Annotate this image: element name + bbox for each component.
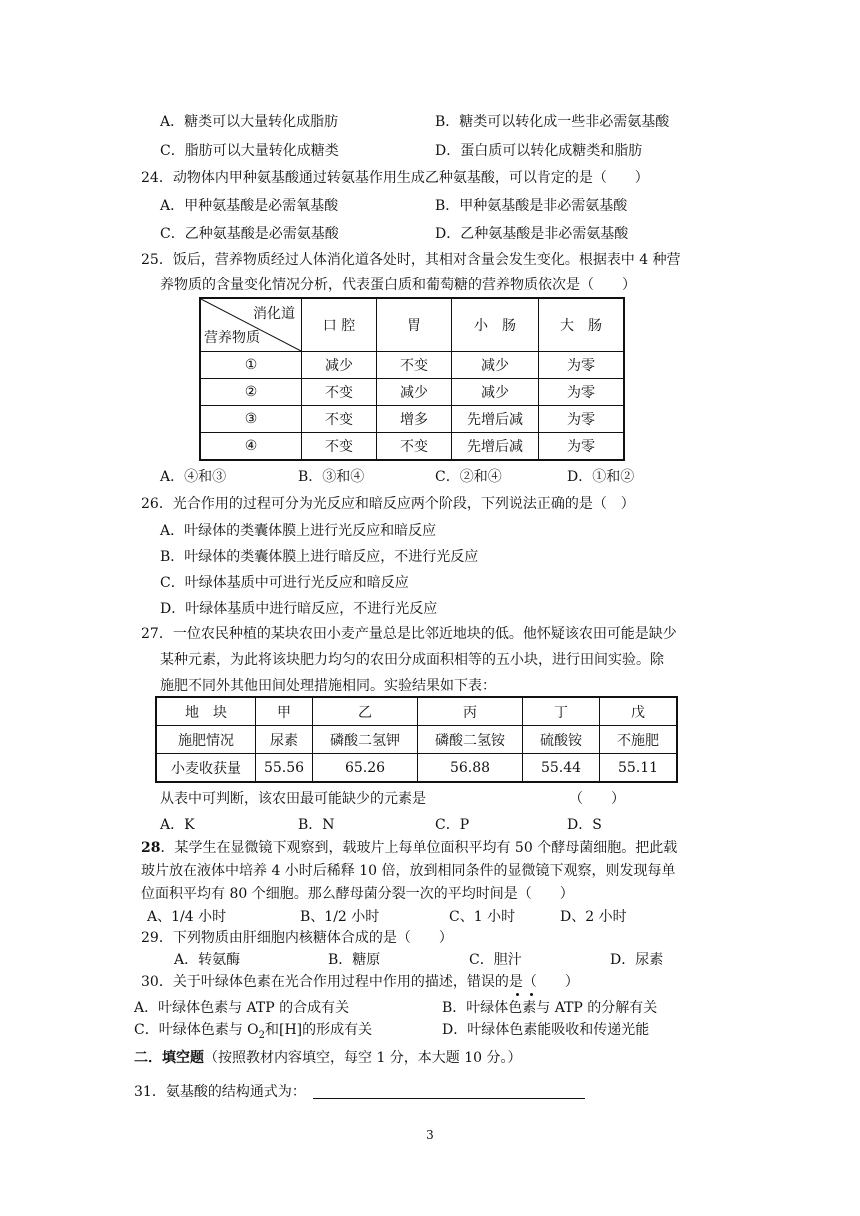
table-cell: 甲	[256, 697, 313, 726]
row-label: ④	[200, 433, 302, 461]
q30-option-d: D．叶绿体色素能吸收和传递光能	[442, 1022, 650, 1038]
emphasis-dot	[530, 993, 533, 996]
column-header: 小 肠	[452, 298, 539, 352]
table-row	[156, 726, 677, 754]
table-cell: 丙	[418, 697, 523, 726]
q30-option-b: B．叶绿体色素与 ATP 的分解有关	[442, 1000, 658, 1016]
table-cell: 磷酸二氢铵	[418, 726, 523, 754]
q26-option-d: D．叶绿体基质中进行暗反应，不进行光反应	[160, 601, 438, 617]
q24-option-b: B．甲种氨基酸是非必需氨基酸	[435, 198, 628, 214]
q28-line2: 玻片放在液体中培养 4 小时后稀释 10 倍，放到相同条件的显微镜下观察，则发现每单	[141, 863, 676, 879]
table-cell: 不变	[302, 433, 377, 461]
q27-stem-line3: 施肥不同外其他田间处理措施相同。实验结果如下表：	[160, 678, 496, 694]
table-cell: 为零	[539, 406, 625, 433]
q25-stem-line1: 25．饭后，营养物质经过人体消化道各处时，其相对含量会发生变化。根据表中 4 种营	[141, 252, 681, 268]
table-cell: 为零	[539, 352, 625, 379]
q26-stem: 26．光合作用的过程可分为光反应和暗反应两个阶段，下列说法正确的是（ ）	[141, 496, 635, 512]
q29-option-b: B．糖原	[328, 952, 381, 968]
diagonal-header-cell	[200, 298, 302, 352]
table-cell: 55.11	[600, 754, 678, 783]
column-header: 胃	[377, 298, 452, 352]
table-cell: 先增后减	[452, 433, 539, 461]
q23-option-b: B．糖类可以转化成一些非必需氨基酸	[435, 114, 670, 130]
q28-line3: 位面积平均有 80 个细胞。那么酵母菌分裂一次的平均时间是（ ）	[141, 886, 574, 902]
nutrient-table	[199, 297, 625, 461]
row-label: ①	[200, 352, 302, 379]
q30-option-c-subscript: 2	[258, 1029, 266, 1041]
table-cell: 为零	[539, 433, 625, 461]
q26-option-b: B．叶绿体的类囊体膜上进行暗反应，不进行光反应	[160, 549, 479, 565]
section-heading	[134, 1048, 522, 1068]
table-cell: 施肥情况	[156, 726, 256, 754]
header-digestive-tract: 消化道	[253, 306, 295, 322]
q24-option-a: A．甲种氨基酸是必需氧基酸	[160, 198, 339, 214]
table-cell: 56.88	[418, 754, 523, 783]
table-cell: 55.44	[523, 754, 600, 783]
table-cell: 减少	[452, 379, 539, 406]
q29-stem: 29．下列物质由肝细胞内核糖体合成的是（ ）	[141, 930, 453, 946]
q23-option-c: C．脂肪可以大量转化成糖类	[160, 143, 339, 159]
table-cell: 减少	[377, 379, 452, 406]
table-row	[200, 433, 624, 461]
table-row	[156, 754, 677, 783]
q30-option-c-pre: C．叶绿体色素与 O	[134, 1022, 259, 1038]
q27-option-a: A．K	[160, 817, 195, 833]
q24-option-c: C．乙种氨基酸是必需氨基酸	[160, 226, 339, 242]
q31-stem: 31．氨基酸的结构通式为：	[134, 1084, 306, 1100]
section-title: 二．填空题	[134, 1050, 204, 1066]
table-row	[200, 406, 624, 433]
q23-option-a: A．糖类可以大量转化成脂肪	[160, 114, 339, 130]
row-label: ③	[200, 406, 302, 433]
column-header: 口 腔	[302, 298, 377, 352]
table-cell: 磷酸二氢钾	[313, 726, 418, 754]
table-cell: 先增后减	[452, 406, 539, 433]
table-cell: 不变	[377, 352, 452, 379]
q25-option-c: C．②和④	[435, 469, 502, 485]
q27-option-c: C．P	[435, 817, 470, 833]
q30-option-a: A．叶绿体色素与 ATP 的合成有关	[134, 1000, 350, 1016]
table-cell: 减少	[302, 352, 377, 379]
q27-ask: 从表中可判断，该农田最可能缺少的元素是	[160, 791, 426, 807]
q28-option-d: D、2 小时	[560, 909, 627, 925]
table-cell: 硫酸铵	[523, 726, 600, 754]
q30-option-c	[134, 1020, 372, 1046]
table-cell: 不变	[302, 379, 377, 406]
emphasis-dot	[516, 993, 519, 996]
column-header: 大 肠	[539, 298, 625, 352]
q26-option-c: C．叶绿体基质中可进行光反应和暗反应	[160, 575, 409, 591]
table-cell: 不施肥	[600, 726, 678, 754]
section-note: （按照教材内容填空，每空 1 分，本大题 10 分。）	[204, 1050, 522, 1066]
table-cell: 65.26	[313, 754, 418, 783]
q30-option-c-post: 和[H]的形成有关	[265, 1022, 373, 1038]
q28-option-b: B、1/2 小时	[300, 909, 380, 925]
page-number: 3	[426, 1128, 434, 1142]
answer-blank-line[interactable]	[313, 1098, 585, 1099]
fertilizer-table	[155, 696, 678, 783]
header-nutrient: 营养物质	[204, 330, 260, 346]
q24-stem: 24．动物体内甲种氨基酸通过转氨基作用生成乙种氨基酸，可以肯定的是（ ）	[141, 170, 649, 186]
table-row	[200, 379, 624, 406]
q25-stem-line2: 养物质的含量变化情况分析，代表蛋白质和葡萄糖的营养物质依次是（ ）	[160, 277, 636, 293]
table-cell: 乙	[313, 697, 418, 726]
q29-option-a: A．转氨酶	[174, 952, 241, 968]
table-row	[200, 352, 624, 379]
table-cell: 为零	[539, 379, 625, 406]
table-cell: 不变	[302, 406, 377, 433]
q25-option-a: A．④和③	[160, 469, 227, 485]
q28-option-c: C、1 小时	[449, 909, 516, 925]
q28-line1	[141, 838, 677, 858]
table-cell: 尿素	[256, 726, 313, 754]
q23-option-d: D．蛋白质可以转化成糖类和脂肪	[435, 143, 643, 159]
table-cell: 地 块	[156, 697, 256, 726]
q28-number: 28	[141, 840, 161, 856]
q27-option-b: B．N	[298, 817, 335, 833]
table-cell: 不变	[377, 433, 452, 461]
q24-option-d: D．乙种氨基酸是非必需氨基酸	[435, 226, 629, 242]
table-cell: 减少	[452, 352, 539, 379]
q27-answer-paren: （ ）	[569, 791, 625, 807]
q28-line1-text: ．某学生在显微镜下观察到，载玻片上每单位面积平均有 50 个酵母菌细胞。把此载	[160, 840, 678, 856]
q25-option-b: B．③和④	[298, 469, 365, 485]
table-cell: 丁	[523, 697, 600, 726]
table-cell: 小麦收获量	[156, 754, 256, 783]
q26-option-a: A．叶绿体的类囊体膜上进行光反应和暗反应	[160, 523, 437, 539]
q29-option-d: D．尿素	[610, 952, 664, 968]
table-row	[156, 697, 677, 726]
table-header-row	[200, 298, 624, 352]
q29-option-c: C．胆汁	[469, 952, 522, 968]
table-cell: 戊	[600, 697, 678, 726]
q27-option-d: D．S	[567, 817, 602, 833]
table-cell: 增多	[377, 406, 452, 433]
q28-option-a: A、1/4 小时	[147, 909, 227, 925]
q27-stem-line2: 某种元素，为此将该块肥力均匀的农田分成面积相等的五小块，进行田间实验。除	[160, 652, 664, 668]
q27-stem-line1: 27．一位农民种植的某块农田小麦产量总是比邻近地块的低。他怀疑该农田可能是缺少	[141, 626, 677, 642]
q30-stem: 30．关于叶绿体色素在光合作用过程中作用的描述，错误的是（ ）	[141, 974, 579, 990]
row-label: ②	[200, 379, 302, 406]
q25-option-d: D．①和②	[567, 469, 635, 485]
table-cell: 55.56	[256, 754, 313, 783]
